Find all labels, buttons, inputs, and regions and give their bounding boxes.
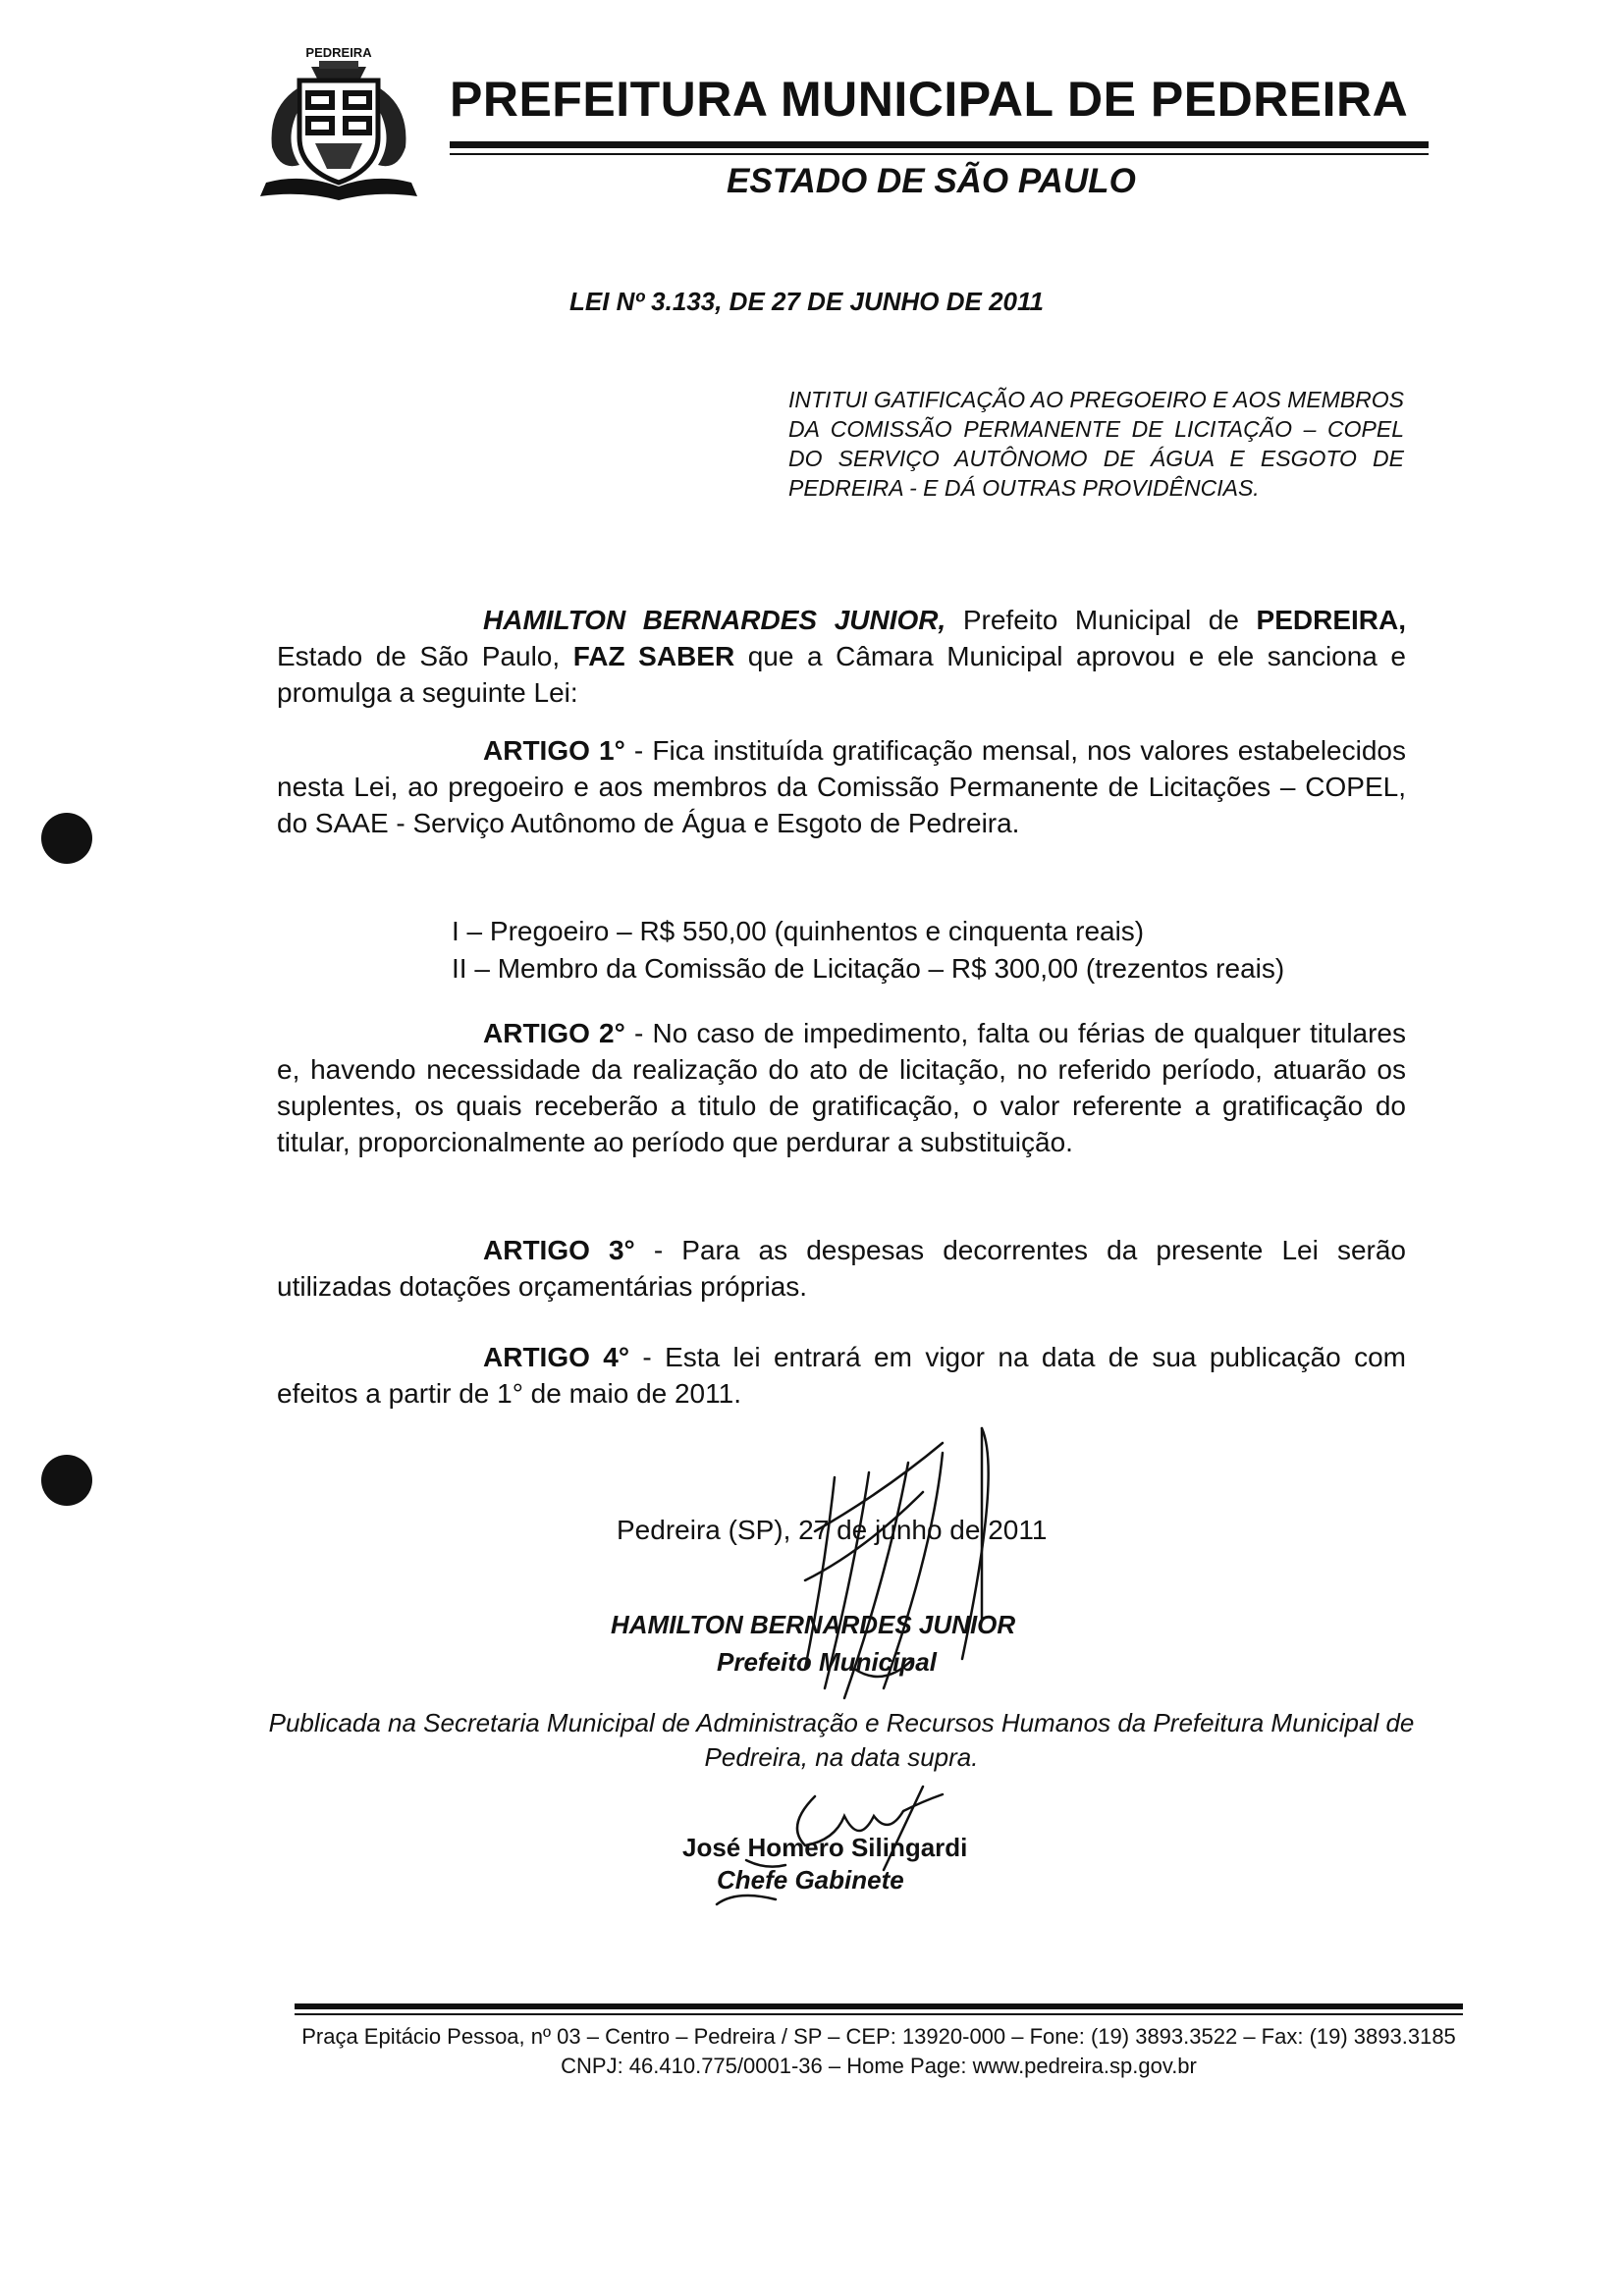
footer-cnpj: CNPJ: 46.410.775/0001-36 – Home Page: www.pedreira.sp.gov.br <box>561 2054 1197 2078</box>
mayor-signature-name: HAMILTON BERNARDES JUNIOR <box>611 1610 1016 1639</box>
mayor-name-inline: HAMILTON BERNARDES JUNIOR, <box>483 605 946 635</box>
preamble-paragraph <box>277 602 1406 711</box>
faz-saber: FAZ SABER <box>572 641 735 671</box>
article-1 <box>277 732 1406 841</box>
law-summary: INTITUI GATIFICAÇÃO AO PREGOEIRO E AOS MEMBROS DA COMISSÃO PERMANENTE DE LICITAÇÃO – COPEL DO SERVIÇO AUTÔNOMO DE ÁGUA E ESGOTO DE PEDREIRA - E DÁ OUTRAS PROVIDÊNCIAS. <box>788 387 1404 501</box>
footer-rule-thick <box>295 2003 1463 2009</box>
header-rule-thin <box>450 153 1429 155</box>
organization-title: PREFEITURA MUNICIPAL DE PEDREIRA <box>450 72 1409 127</box>
article-2-label: ARTIGO 2° <box>483 1018 625 1048</box>
article-1-label: ARTIGO 1° <box>483 735 625 766</box>
city-name: PEDREIRA, <box>1256 605 1406 635</box>
header-rule-thick <box>450 141 1429 148</box>
secretary-name: José Homero Silingardi <box>682 1833 968 1862</box>
article-2 <box>277 1015 1406 1160</box>
footer-contact <box>285 2022 1473 2081</box>
crest-label: PEDREIRA <box>305 45 372 60</box>
list-item: I – Pregoeiro – R$ 550,00 (quinhentos e cinquenta reais) <box>452 916 1145 946</box>
article-1-text: - Fica instituída gratificação mensal, nos valores estabelecidos nesta Lei, ao pregoeiro e aos membros da Comissão Permanente de Licitações – COPEL, do SAAE - Serviço Autônomo de Água e Esgoto de Pedreira. <box>277 735 1406 838</box>
mayor-signature-role: Prefeito Municipal <box>717 1647 937 1677</box>
article-3-text: - Para as despesas decorrentes da presente Lei serão utilizadas dotações orçamentárias próprias. <box>277 1235 1406 1302</box>
law-title: LEI Nº 3.133, DE 27 DE JUNHO DE 2011 <box>569 287 1044 316</box>
municipal-crest <box>250 39 427 206</box>
list-item: II – Membro da Comissão de Licitação – R$ 300,00 (trezentos reais) <box>452 953 1285 984</box>
article-2-text: - No caso de impedimento, falta ou férias de qualquer titulares e, havendo necessidade da realização do ato de licitação, no referido período, atuarão os suplentes, os quais receberão a titulo de gratificação, o valor referente a gratificação do titular, proporcionalmente ao período que perdurar a substituição. <box>277 1018 1407 1157</box>
preamble-text-1: Prefeito Municipal de <box>946 605 1257 635</box>
article-3-label: ARTIGO 3° <box>483 1235 635 1265</box>
gratification-list <box>452 913 1284 988</box>
publication-note: Publicada na Secretaria Municipal de Administração e Recursos Humanos da Prefeitura Municipal de Pedreira, na data supra. <box>268 1708 1415 1772</box>
place-date: Pedreira (SP), 27 de junho de 2011 <box>617 1515 1048 1545</box>
punch-hole <box>41 1455 92 1506</box>
secretary-role: Chefe Gabinete <box>717 1865 904 1895</box>
footer-address: Praça Epitácio Pessoa, nº 03 – Centro – Pedreira / SP – CEP: 13920-000 – Fone: (19) 3893.3522 – Fax: (19) 3893.3185 <box>301 2024 1456 2049</box>
punch-hole <box>41 813 92 864</box>
preamble-text-2: Estado de São Paulo, <box>277 641 573 671</box>
footer-rule-thin <box>295 2013 1463 2015</box>
preamble-text-3: que a Câmara Municipal aprovou e ele sanciona e promulga a seguinte Lei: <box>277 641 1406 708</box>
article-3 <box>277 1232 1406 1305</box>
state-subtitle: ESTADO DE SÃO PAULO <box>727 162 1136 200</box>
article-4 <box>277 1339 1406 1412</box>
article-4-label: ARTIGO 4° <box>483 1342 630 1372</box>
article-4-text: - Esta lei entrará em vigor na data de sua publicação com efeitos a partir de 1° de maio de 2011. <box>277 1342 1406 1409</box>
